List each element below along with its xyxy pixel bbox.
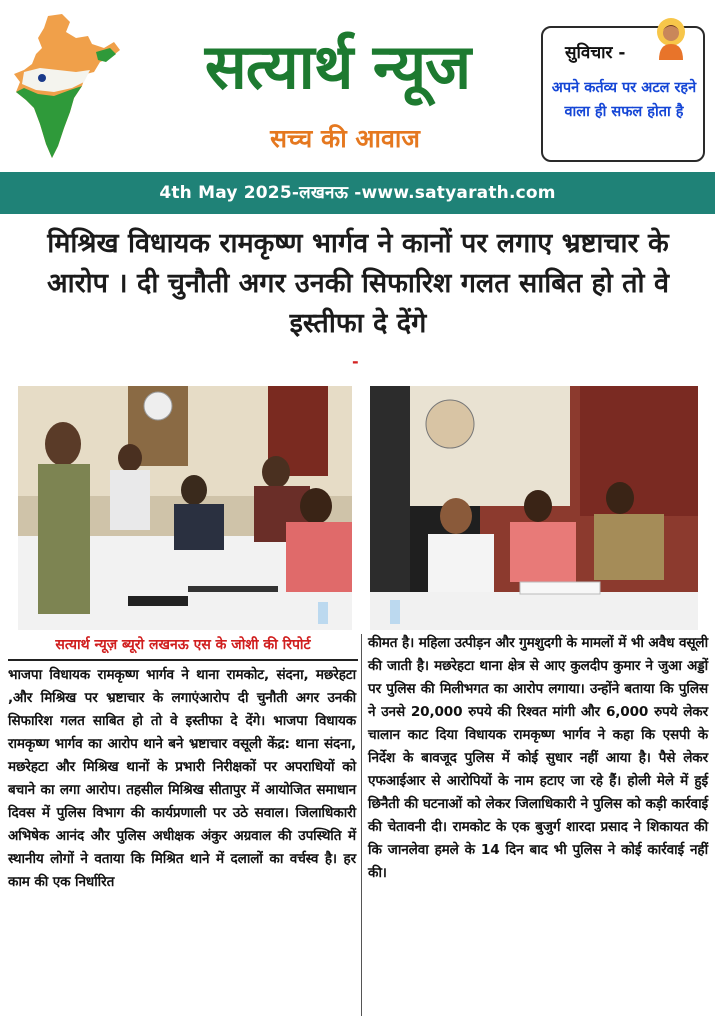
meeting-photo-right xyxy=(370,386,698,630)
meeting-photo-left xyxy=(18,386,352,630)
masthead xyxy=(0,0,715,172)
india-map-icon xyxy=(10,12,122,162)
article-body-left: भाजपा विधायक रामकृष्ण भार्गव ने थाना रामकोट, संदना, मछरेहटा ,और मिश्रिख पर भ्रष्टाचार के लगाएंआरोप दी चुनौती अगर उनकी सिफारिश गलत साबित हो तो वे इस्तीफा दे देंगे। भाजपा विधायक रामकृष्ण भार्गव का आरोप थाने बने भ्रष्टाचार वसूली केंद्र: थाना संदना, मछरेहटा और मिश्रिख थानों के प्रभारी निरीक्षकों पर अपराधियों को बचाने का लगा आरोप। तहसील मिश्रिख सीतापुर में आयोजित समाधान दिवस में पुलिस विभाग की कार्यप्रणाली पर उठे सवाल। जिलाधिकारी अभिषेक आनंद और पुलिस अधीक्षक अंकुर अग्रवाल की उपस्थिति में स्थानीय लोगों ने वताया कि मिश्रित थाने में दलालों का वर्चस्व है। हर काम की एक निर्धारित xyxy=(8,667,356,890)
thought-text: अपने कर्तव्य पर अटल रहने वाला ही सफल होता है xyxy=(551,80,697,120)
byline-rule xyxy=(8,659,358,661)
article-body-right: कीमत है। महिला उत्पीड़न और गुमशुदगी के मामलों में भी अवैध वसूली की जाती है। मछरेहटा थाना क्षेत्र से आए कुलदीप कुमार ने जुआ अड्डों पर पुलिस की मिलीभगत का आरोप लगाया। उन्होंने बताया कि पुलिस ने उनसे 20,000 रुपये की रिश्वत मांगी और 6,000 रुपये लेकर चालान काट दिया विधायक रामकृष्ण भार्गव ने कहा कि एसपी के निर्देश के बावजूद पुलिस में कोई सुधार नहीं आया है। पैसे लेकर एफआईआर से आरोपियों के नाम हटाए जा रहे हैं। होली मेले में हुई छिनैती की घटनाओं को लेकर जिलाधिकारी ने पुलिस को कड़ी कार्रवाई की चेतावनी दी। रामकोट के एक बुजुर्ग शारदा प्रसाद ने शिकायत की कि जानलेवा हमले के 14 दिन बाद भी पुलिस ने कोई कार्रवाई नहीं की। xyxy=(368,635,708,881)
thought-label: सुविचार - xyxy=(565,43,626,63)
newspaper-tagline: सच्च की आवाज xyxy=(270,124,420,153)
column-divider xyxy=(361,634,362,1016)
dateline-band: 4th May 2025-लखनऊ -www.satyarath.com xyxy=(0,172,715,214)
byline: सत्यार्थ न्यूज़ ब्यूरो लखनऊ एस के जोशी की रिपोर्ट xyxy=(55,637,311,653)
article-headline: मिश्रिख विधायक रामकृष्ण भार्गव ने कानों पर लगाए भ्रष्टाचार के आरोप । दी चुनौती अगर उनकी सिफारिश गलत साबित हो तो वे इस्तीफा दे देंगे xyxy=(47,228,669,339)
headline-dash: - xyxy=(352,352,359,371)
newspaper-title: सत्यार्थ न्यूज xyxy=(204,30,471,103)
sage-portrait-icon xyxy=(651,16,691,60)
thought-of-day-box xyxy=(541,26,705,162)
